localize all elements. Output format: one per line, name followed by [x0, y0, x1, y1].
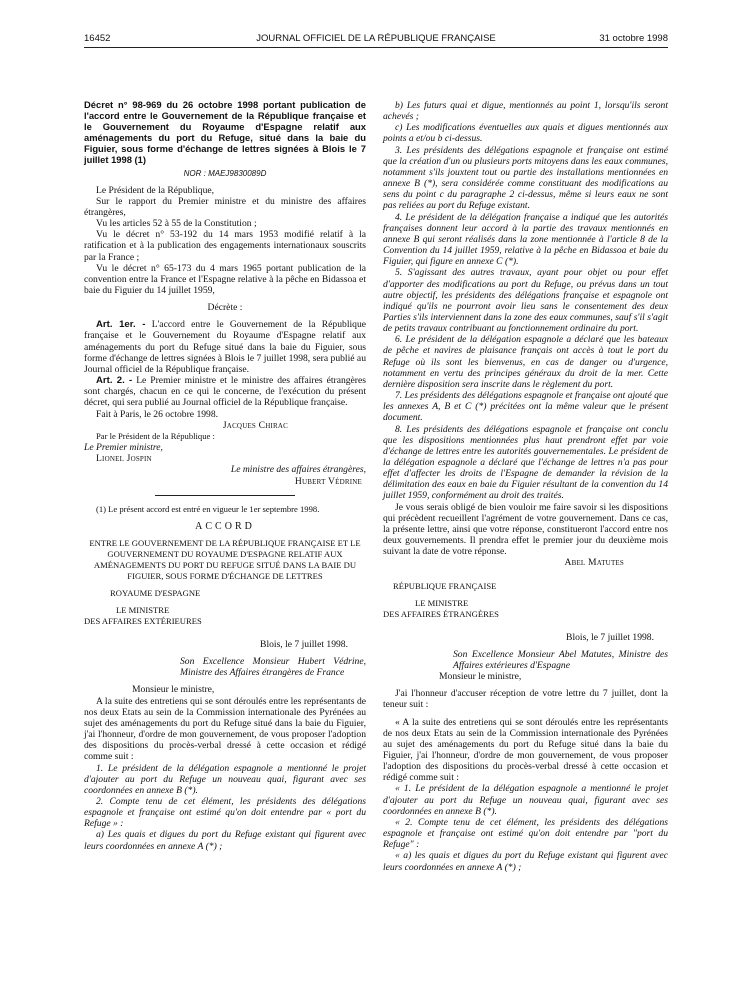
- le-ministre-right: LE MINISTRE: [415, 597, 469, 608]
- premier-ministre-title: Le Premier ministre,: [84, 442, 163, 454]
- item-2b: b) Les futurs quai et digue, mentionnés au point 1, lorsqu'ils seront achevés ;: [383, 100, 668, 123]
- decrete-line: Décrète :: [207, 302, 243, 314]
- addressee-right: Son Excellence Monsieur Abel Matutes, Ministre des Affaires extérieures d'Espagne: [453, 648, 668, 671]
- item-3: 3. Les présidents des délégations espagnole et française ont estimé que la création d'un ou plusieurs ports mitoyens dans les eaux communes, notamment s'ils jouxtent tout ou partie des installations mentionnées en annexe B (*), sera considérée comme constituant des modifications au sens du point c du paragraphe 2 ci-dessus, même si leurs eaux ne sont pas reliées au port du Refuge existant.: [383, 144, 668, 212]
- par-le-president: Par le Président de la République :: [96, 430, 215, 441]
- item-6: 6. Le président de la délégation espagnole a déclaré que les bateaux de pêche et navires de plaisance français ont accès à tout le port du Refuge où ils sont les bienvenus, en cas de danger ou d'urgence, notamment en vertu des principes généraux du droit de la mer. Cette dernière disposition sera inscrite dans le règlement du port.: [383, 334, 668, 390]
- article-1-label: Art. 1er. -: [96, 319, 146, 331]
- quoted-item-2: « 2. Compte tenu de cet élément, les présidents des délégations espagnole et française ont estimé qu'on doit entendre par "port du Refuge" :: [383, 816, 668, 851]
- item-2c: c) Les modifications éventuelles aux quais et digues mentionnés aux points a et/ou b ci-dessus.: [383, 122, 668, 145]
- item-4: 4. Le président de la délégation française a indiqué que les autorités françaises donnent leur accord à la partie des travaux mentionnés en annexe B qui seront réalisés dans la zone mentionnée à l'article 8 de la Convention du 14 juillet 1959, relative à la pêche en Bidassoa et baie du Figuier, qui figure en annexe C (*).: [383, 211, 668, 268]
- item-1: 1. Le président de la délégation espagnole a mentionné le projet d'ajouter au port du Refuge un nouveau quai, figurant avec ses coordonnées en annexe B (*).: [84, 762, 366, 796]
- footnote: (1) Le présent accord est entré en vigueur le 1er septembre 1998.: [96, 503, 320, 514]
- premier-ministre-name: Lionel Jospin: [96, 453, 152, 465]
- article-1: [84, 319, 366, 375]
- article-1-text: L'accord entre le Gouvernement de la République française et le Gouvernement du Royaume d'Espagne relatif aux aménagements du port du Refuge situé dans la baie du Figuier, sous forme d'échange de lettres signées à Blois le 7 juillet 1998, sera publié au Journal officiel de la République française.: [84, 319, 367, 375]
- salutation-left: Monsieur le ministre,: [132, 684, 215, 696]
- quoted-item-1: « 1. Le président de la délégation espagnole a mentionné le projet d'ajouter au port du Refuge un nouveau quai, figurant avec ses coordonnées en annexe B (*).: [383, 783, 668, 817]
- article-2: [84, 375, 366, 408]
- nor-reference: NOR : MAEJ9830089D: [183, 169, 267, 179]
- body-paragraph-1: A la suite des entretiens qui se sont déroulés entre les représentants de nos deux Etats au sein de la Commission internationale des Pyrénées au sujet des aménagements du port du Refuge situé dans la baie du Figuier, j'ai l'honneur, d'ordre de mon gouvernement, de vous proposer l'adoption des dispositions du procès-verbal dressé à cette occasion et rédigé comme suit :: [84, 695, 366, 763]
- affaires-etrangeres: DES AFFAIRES ÉTRANGÈRES: [383, 608, 499, 619]
- item-7: 7. Les présidents des délégations espagnole et française ont ajouté que les annexes A, B et C (*) précitées ont la même valeur que le présent document.: [383, 390, 668, 424]
- salutation-right: Monsieur le ministre,: [439, 671, 522, 683]
- quoted-paragraph-1: « A la suite des entretiens qui se sont déroulés entre les représentants de nos deux Etats au sein de la Commission internationale des Pyrénées au sujet des aménagements du port du Refuge situé dans la baie du Figuier, j'ai l'honneur, d'ordre de mon gouvernement, de vous proposer l'adoption des dispositions du procès-verbal dressé à cette occasion et rédigé comme suit :: [383, 716, 668, 784]
- article-2-label: Art. 2. -: [96, 375, 133, 387]
- running-header: [84, 33, 668, 47]
- quoted-item-2a: « a) les quais et digues du port du Refuge existant qui figurent avec leurs coordonnées en annexe A (*) ;: [383, 850, 668, 873]
- signature-matutes: Abel Matutes: [564, 557, 624, 569]
- closing-paragraph: Je vous serais obligé de bien vouloir me faire savoir si les dispositions qui précèdent recueillent l'agrément de votre gouvernement. Dans ce cas, la présente lettre, ainsi que votre réponse, constitueront l'accord entre nos deux gouvernements. Il prendra effet le premier jour du deuxième mois suivant la date de votre réponse.: [383, 501, 668, 558]
- blois-date-right: Blois, le 7 juillet 1998.: [566, 631, 654, 643]
- republique-francaise: RÉPUBLIQUE FRANÇAISE: [393, 580, 497, 591]
- accord-title: ENTRE LE GOUVERNEMENT DE LA RÉPUBLIQUE FRANÇAISE ET LE GOUVERNEMENT DU ROYAUME D'ESPAGNE RELATIF AUX AMÉNAGEMENTS DU PORT DU REFUGE SITUÉ DANS LA BAIE DU FIGUIER, SOUS FORME D'ÉCHANGE DE LETTRES: [89, 537, 361, 581]
- footnote-rule: [155, 495, 295, 496]
- addressee-left: Son Excellence Monsieur Hubert Védrine, Ministre des Affaires étrangères de France: [180, 656, 366, 679]
- item-5: 5. S'agissant des autres travaux, ayant pour objet ou pour effet d'apporter des modifications au port du Refuge, ou prévus dans un tout autre objectif, les présidents des délégations française et espagnole ont indiqué qu'ils ne pourront avoir lieu sans le consentement des deux Parties s'ils interviennent dans la zone des eaux communes, sauf s'il s'agit de petits travaux contribuant au fonctionnement ordinaire du port.: [383, 267, 668, 335]
- item-2: 2. Compte tenu de cet élément, les présidents des délégations espagnole et française ont estimé qu'on doit entendre par « port du Refuge » :: [84, 796, 366, 830]
- article-2-text: Le Premier ministre et le ministre des affaires étrangères sont chargés, chacun en ce qui le concerne, de l'exécution du présent décret, qui sera publié au Journal officiel de la République française.: [84, 375, 366, 409]
- affaires-exterieures: DES AFFAIRES EXTÉRIEURES: [84, 615, 202, 626]
- left-column: [84, 100, 366, 852]
- acknowledgement: J'ai l'honneur d'accuser réception de votre lettre du 7 juillet, dont la teneur suit :: [383, 688, 668, 711]
- issue-date: 31 octobre 1998: [599, 33, 668, 44]
- vu-decret-1965: Vu le décret n° 65-173 du 4 mars 1965 portant publication de la convention entre la France et l'Espagne relative à la pêche en Bidassoa et baie du Figuier du 14 juillet 1959,: [84, 262, 366, 296]
- vu-constitution: Vu les articles 52 à 55 de la Constitution ;: [96, 218, 257, 230]
- right-column: [383, 100, 668, 873]
- president-line: Le Président de la République,: [96, 184, 215, 196]
- ministre-title: Le ministre des affaires étrangères,: [230, 464, 366, 476]
- header-rule: [84, 47, 668, 48]
- accord-heading: ACCORD: [195, 520, 255, 532]
- page-number: 16452: [84, 33, 111, 44]
- le-ministre-left: LE MINISTRE: [116, 604, 170, 615]
- royaume-espagne: ROYAUME D'ESPAGNE: [110, 587, 201, 598]
- item-8: 8. Les présidents des délégations espagnole et française ont conclu que les dispositions mentionnées plus haut prendront effet par voie d'échange de lettres entre les autorités gouvernementales. Le président de la délégation espagnole a déclaré que l'échange de lettres n'a pas pour effet d'affecter les droits de l'Espagne de demander la révision de la délimitation des eaux en baie du Figuier résultant de la convention du 14 juillet 1959, conformément au droit des traités.: [383, 423, 668, 502]
- ministre-name: Hubert Védrine: [294, 475, 362, 487]
- decree-title: Décret n° 98-969 du 26 octobre 1998 portant publication de l'accord entre le Gouvernement de la République française et le Gouvernement du Royaume d'Espagne relatif aux aménagements du port du Refuge, situé dans la baie du Figuier, sous forme d'échange de lettres signées à Blois le 7 juillet 1998 (1): [84, 99, 366, 165]
- fait-line: Fait à Paris, le 26 octobre 1998.: [96, 408, 219, 420]
- vu-decret-1953: Vu le décret n° 53-192 du 14 mars 1953 modifié relatif à la ratification et à la publication des engagements internationaux souscrits par la France ;: [84, 229, 366, 263]
- rapport-line: Sur le rapport du Premier ministre et du ministre des affaires étrangères,: [84, 195, 366, 218]
- blois-date-left: Blois, le 7 juillet 1998.: [260, 638, 348, 650]
- item-2a: a) Les quais et digues du port du Refuge existant qui figurent avec leurs coordonnées en annexe A (*) ;: [84, 829, 366, 852]
- journal-title: JOURNAL OFFICIEL DE LA RÉPUBLIQUE FRANÇAISE: [256, 33, 496, 44]
- signature-chirac: Jacques Chirac: [222, 419, 288, 431]
